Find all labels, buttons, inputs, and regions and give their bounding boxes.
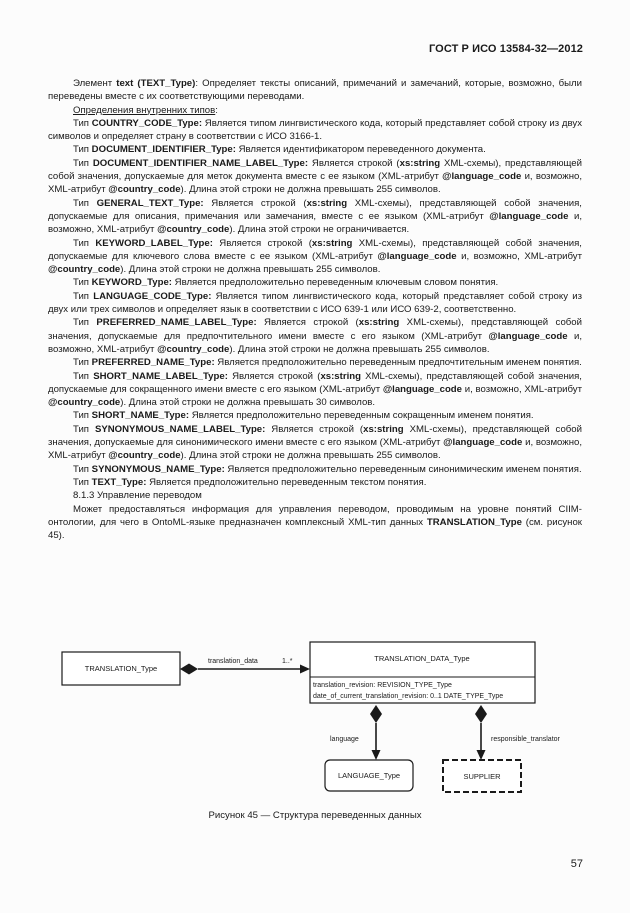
text-run: Тип — [73, 317, 97, 329]
bold-run: @language_code — [488, 330, 568, 342]
bold-run: xs:string — [320, 370, 361, 382]
bold-run: xs:string — [358, 317, 400, 329]
text-run: Тип — [73, 463, 92, 475]
text-run: Является строкой ( — [212, 237, 312, 249]
text-run: Тип — [73, 290, 94, 302]
text-run: (см. рисунок 45). — [48, 516, 582, 542]
text-run: ). Длина этой строки не должна превышать 255 символов. — [120, 264, 381, 276]
translation-data-title: TRANSLATION_DATA_Type — [374, 654, 470, 663]
aggregation-diamond-left — [180, 664, 198, 675]
bold-run: KEYWORD_Type: — [91, 277, 172, 289]
bold-run: @language_code — [443, 437, 523, 449]
text-run: Является предположительно переведенным сокращенным именем понятия. — [189, 410, 534, 422]
page-number: 57 — [570, 858, 583, 870]
text-run: Тип — [73, 370, 94, 382]
text-run: Является строкой ( — [227, 370, 321, 382]
bold-run: @country_code — [108, 184, 181, 196]
arrow-head-translator — [477, 750, 486, 760]
bold-run: @language_code — [377, 250, 457, 262]
text-run: ). Длина этой строки не ограничивается. — [229, 224, 410, 236]
association-label: translation_data — [208, 658, 258, 665]
bold-run: SHORT_NAME_Type: — [91, 410, 190, 422]
text-run: Является типом лингвистического кода, который представляет собой строку из двух символов и определяет страну в соответствии с ИСО 3166-1. — [48, 117, 582, 143]
translation-data-attr-date: date_of_current_translation_revision: 0..1 DATE_TYPE_Type — [313, 693, 504, 700]
underlined-run: Определения внутренних типов — [73, 104, 216, 116]
bold-run: xs:string — [363, 423, 404, 435]
text-run: Является идентификатором переведенного документа. — [235, 144, 486, 156]
text-run: Является строкой ( — [203, 197, 307, 209]
text-run: Тип — [73, 277, 92, 289]
association-multiplicity: 1..* — [282, 658, 293, 665]
text-run: XML-схемы), представляющей собой значения, допускаемые для синонимического имени вместе с его языком (XML-атрибут — [48, 423, 582, 449]
bold-run: xs:string — [306, 197, 348, 209]
bold-run: @language_code — [489, 210, 569, 222]
text-run: ). Длина этой строки не должна превышать 255 символов. — [229, 343, 490, 355]
document-header: ГОСТ Р ИСО 13584-32—2012 — [428, 43, 583, 55]
arrow-head-right — [300, 665, 310, 674]
text-run: : — [215, 104, 218, 116]
text-run: и, возможно, XML-атрибут — [48, 330, 582, 355]
bold-run: DOCUMENT_IDENTIFIER_NAME_LABEL_Type: — [92, 157, 309, 169]
bold-run: xs:string — [399, 157, 441, 169]
text-run: Является строкой ( — [265, 423, 364, 435]
translation-data-attr-revision: translation_revision: REVISION_TYPE_Type — [313, 682, 452, 689]
text-run: и, возможно, XML-атрибут — [462, 383, 582, 395]
language-association-label: language — [330, 736, 359, 743]
text-run: Является строкой ( — [256, 317, 359, 329]
text-run: : Определяет тексты описаний, примечаний и замечаний, которые, возможно, были переведены вместе с их соответствующими переводами. — [48, 78, 582, 103]
text-run: и, возможно, XML-атрибут — [48, 210, 582, 236]
text-run: и, возможно, XML-атрибут — [456, 250, 582, 262]
bold-run: @country_code — [157, 224, 230, 236]
text-run: Является предположительно переведенным предпочтительным именем понятия. — [214, 357, 582, 369]
aggregation-diamond-language — [370, 705, 382, 723]
bold-run: @language_code — [442, 171, 522, 183]
text-run: Тип — [73, 237, 96, 249]
text-run: Является предположительно переведенным ключевым словом понятия. — [171, 277, 499, 289]
bold-run: GENERAL_TEXT_Type: — [96, 197, 204, 209]
bold-run: SYNONYMOUS_NAME_Type: — [91, 463, 225, 475]
text-run: Тип — [73, 157, 93, 169]
text-run: ). Длина этой строки не должна превышать 255 символов. — [180, 450, 441, 462]
bold-run: PREFERRED_NAME_LABEL_Type: — [96, 317, 257, 329]
text-run: XML-схемы), представляющей собой значения, допускаемые для описания, примечания или замечания, вместе с ее языком (XML-атрибут — [48, 197, 582, 222]
text-run: Является предположительно переведенным синонимическим именем понятия. — [224, 463, 582, 475]
bold-run: xs:string — [311, 237, 353, 249]
bold-run: SYNONYMOUS_NAME_LABEL_Type: — [94, 423, 266, 435]
text-run: Элемент — [73, 78, 117, 89]
text-run: Тип — [73, 357, 92, 369]
text-run: XML-схемы), представляющей собой значения, допускаемые для предпочтительного имени вместе с его языком (XML-атрибут — [48, 317, 582, 342]
text-run: Тип — [73, 410, 92, 422]
translation-type-label: TRANSLATION_Type — [84, 664, 158, 673]
bold-run: TEXT_Type: — [91, 476, 147, 488]
bold-run: @country_code — [157, 343, 230, 355]
translator-association-label: responsible_translator — [491, 736, 560, 743]
bold-run: @country_code — [48, 397, 121, 409]
aggregation-diamond-translator — [475, 705, 487, 723]
text-run: Тип — [73, 117, 92, 129]
text-run: 8.1.3 Управление переводом — [73, 490, 202, 502]
text-run: XML-схемы), представляющей собой значения, допускаемые для сокращенного имени вместе с его языком (XML-атрибут — [48, 370, 582, 395]
arrow-head-language — [372, 750, 381, 760]
bold-run: SHORT_NAME_LABEL_Type: — [93, 370, 228, 382]
text-run: ). Длина этой строки не должна превышать 255 символов. — [180, 184, 441, 196]
text-run: и, возможно, XML-атрибут — [48, 171, 582, 196]
bold-run: DOCUMENT_IDENTIFIER_Type: — [91, 144, 236, 156]
bold-run: @country_code — [108, 450, 181, 462]
text-run: Может предоставляться информация для управления переводом, проводимым на уровне понятий CIIM-онтологии, для чего в OntoML-языке предназначен комплексный XML-тип данных — [48, 503, 582, 528]
supplier-label: SUPPLIER — [463, 772, 501, 781]
text-run: ). Длина этой строки не должна превышать 30 символов. — [120, 397, 376, 409]
bold-run: @country_code — [48, 264, 121, 276]
text-run: XML-схемы), представляющей собой значения, допускаемые для ключевого слова вместе с ее языком (XML-атрибут — [48, 237, 582, 262]
bold-run: PREFERRED_NAME_Type: — [91, 357, 215, 369]
bold-run: LANGUAGE_CODE_Type: — [93, 290, 212, 302]
bold-run: COUNTRY_CODE_Type: — [91, 117, 203, 129]
language-type-label: LANGUAGE_Type — [337, 771, 401, 780]
text-run: Тип — [73, 144, 92, 156]
text-run: Тип — [73, 423, 95, 435]
text-run: XML-схемы), представляющей собой значения, допускаемые для меток документа вместе с ее языком (XML-атрибут — [48, 157, 582, 183]
bold-run: @language_code — [382, 383, 463, 395]
text-run: и, возможно, XML-атрибут — [48, 437, 582, 462]
bold-run: TRANSLATION_Type — [426, 516, 522, 528]
text-run: Тип — [73, 197, 97, 209]
text-run: Является предположительно переведенным текстом понятия. — [146, 476, 427, 488]
text-run: Тип — [73, 476, 92, 488]
bold-run: text (TEXT_Type) — [116, 78, 196, 89]
bold-run: KEYWORD_LABEL_Type: — [95, 237, 213, 249]
text-run: Является типом лингвистического кода, который представляет собой строку из двух или трех символов и определяет язык в соответствии с ИСО 639-1 или ИСО 639-2, соответственно. — [48, 290, 582, 316]
figure-caption: Рисунок 45 — Структура переведенных данных — [208, 810, 422, 821]
text-run: Является строкой ( — [308, 157, 400, 169]
